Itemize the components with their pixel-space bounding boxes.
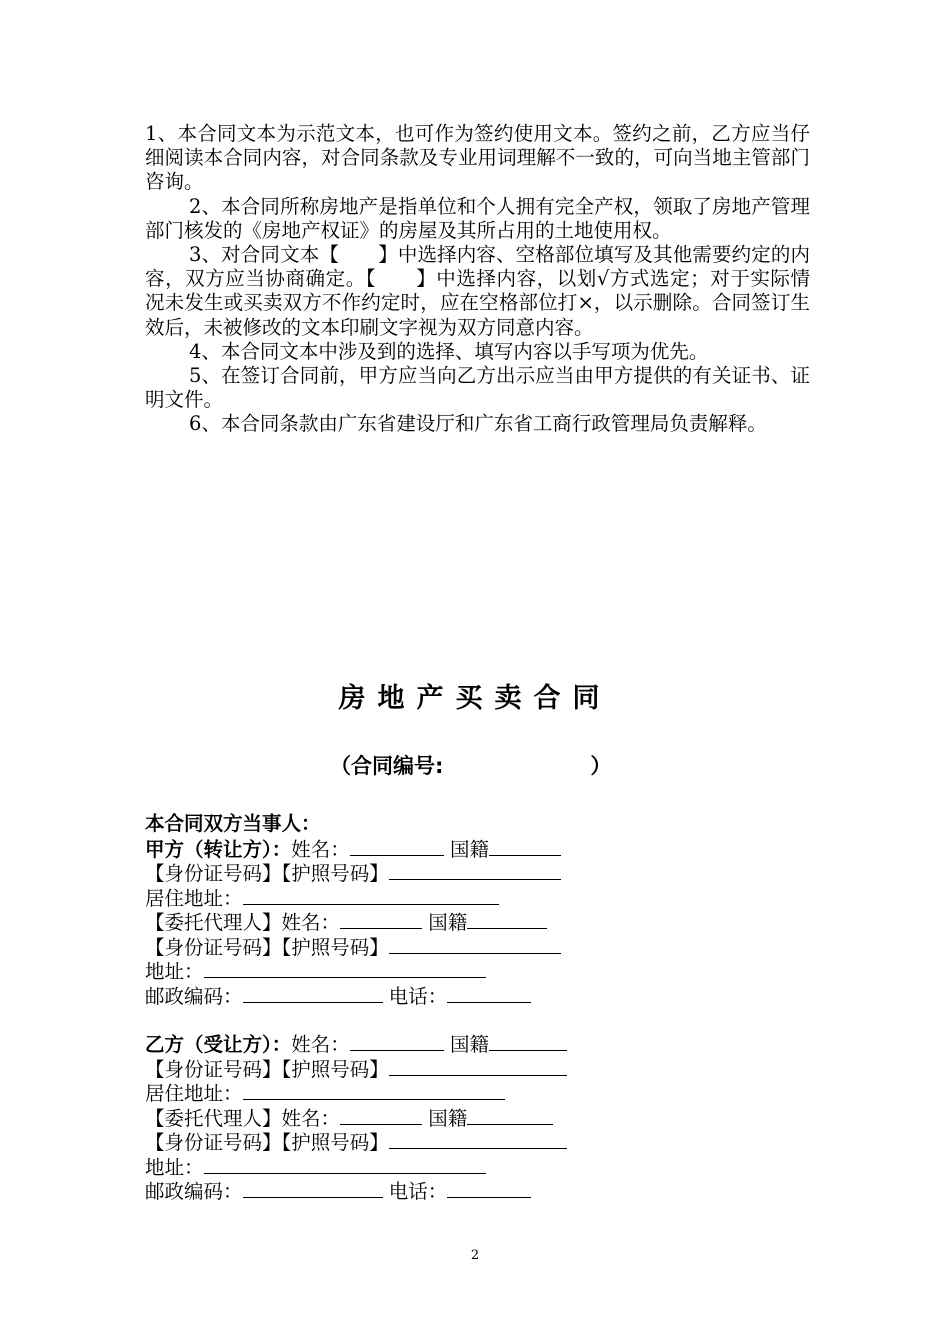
party-b-id-field[interactable] [389, 1057, 567, 1076]
party-b-name-label: 姓名： [291, 1033, 350, 1056]
party-a-address-field[interactable] [243, 886, 499, 905]
party-a-contact-line [145, 984, 567, 1009]
party-b-address-label: 居住地址： [145, 1082, 243, 1105]
party-a-agent-id-field[interactable] [389, 935, 561, 954]
party-a-agent-id-label: 【身份证号码】【护照号码】 [145, 935, 389, 959]
party-a-agent-label: 【委托代理人】姓名： [145, 911, 341, 934]
party-b-contact-line [145, 1179, 567, 1204]
party-a-address-label: 居住地址： [145, 886, 243, 910]
party-b-agent-address-field[interactable] [204, 1155, 486, 1174]
party-b-id-line [145, 1057, 567, 1082]
party-b-name-line [145, 1032, 567, 1057]
party-b-agent-nationality-label: 国籍 [428, 1106, 468, 1130]
parties-section [145, 812, 567, 1204]
note-4: 4、本合同文本中涉及到的选择、填写内容以手写项为优先。 [189, 339, 709, 363]
party-a-name-field[interactable] [350, 837, 444, 856]
party-b-name-field[interactable] [350, 1032, 444, 1051]
party-a-address-line [145, 886, 567, 911]
party-b-agent-address-line [145, 1155, 567, 1180]
party-a-agent-address-label: 地址： [145, 960, 204, 983]
note-3: 3、对合同文本【 】中选择内容、空格部位填写及其他需要约定的内容，双方应当协商确定。【 】中选择内容，以划√方式选定；对于实际情况未发生或买卖双方不作约定时，应在空格部位打×，以示删除。合同签订生效后，未被修改的文本印刷文字视为双方同意内容。 [145, 243, 810, 339]
party-separator [145, 1008, 567, 1032]
party-a-agent-name-field[interactable] [340, 910, 422, 929]
note-6: 6、本合同条款由广东省建设厅和广东省工商行政管理局负责解释。 [189, 412, 767, 436]
page-number: 2 [470, 1248, 480, 1263]
party-b-nationality-field[interactable] [489, 1032, 567, 1051]
parties-heading: 本合同双方当事人： [145, 812, 321, 835]
party-b-address-field[interactable] [243, 1081, 505, 1100]
party-a-nationality-field[interactable] [489, 837, 561, 856]
party-b-label: 乙方（受让方）： [145, 1033, 292, 1056]
party-a-phone-label: 电话： [388, 984, 448, 1008]
instructions-notes [145, 122, 810, 437]
party-b-agent-id-line [145, 1130, 567, 1155]
note-2: 2、本合同所称房地产是指单位和个人拥有完全产权，领取了房地产管理部门核发的《房地产权证》的房屋及其所占用的土地使用权。 [145, 194, 810, 242]
contract-number: （合同编号: ） [330, 754, 612, 778]
party-b-phone-label: 电话： [388, 1180, 448, 1203]
party-a-label: 甲方（转让方）： [145, 837, 292, 861]
party-b-phone-field[interactable] [447, 1179, 531, 1198]
party-a-agent-address-field[interactable] [204, 959, 486, 978]
party-b-agent-nationality-field[interactable] [467, 1106, 553, 1125]
party-b-agent-id-label: 【身份证号码】【护照号码】 [145, 1131, 389, 1154]
party-b-agent-label: 【委托代理人】姓名： [145, 1106, 341, 1130]
party-b-agent-name-field[interactable] [340, 1106, 422, 1125]
party-b-agent-line [145, 1106, 567, 1131]
note-5: 5、在签订合同前，甲方应当向乙方出示应当由甲方提供的有关证书、证明文件。 [145, 364, 810, 412]
party-b-agent-id-field[interactable] [389, 1130, 567, 1149]
party-a-nationality-label: 国籍 [449, 837, 489, 861]
party-a-id-field[interactable] [389, 861, 561, 880]
party-a-agent-nationality-field[interactable] [467, 910, 547, 929]
note-1: 1、本合同文本为示范文本，也可作为签约使用文本。签约之前，乙方应当仔细阅读本合同内容，对合同条款及专业用词理解不一致的，可向当地主管部门咨询。 [145, 122, 810, 194]
party-a-name-label: 姓名： [291, 837, 350, 861]
party-a-postcode-label: 邮政编码： [145, 984, 243, 1008]
party-a-agent-address-line [145, 959, 567, 984]
party-b-postcode-field[interactable] [243, 1179, 383, 1198]
party-a-postcode-field[interactable] [243, 984, 383, 1003]
party-b-nationality-label: 国籍 [449, 1033, 489, 1056]
contract-title: 房地产买卖合同 [338, 683, 612, 714]
party-b-address-line [145, 1081, 567, 1106]
party-a-phone-field[interactable] [447, 984, 531, 1003]
party-a-agent-line [145, 910, 567, 935]
party-b-id-label: 【身份证号码】【护照号码】 [145, 1057, 389, 1081]
party-a-agent-id-line [145, 935, 567, 960]
party-a-id-line [145, 861, 567, 886]
party-a-name-line [145, 837, 567, 862]
party-b-postcode-label: 邮政编码： [145, 1180, 243, 1203]
party-a-id-label: 【身份证号码】【护照号码】 [145, 862, 389, 885]
party-a-agent-nationality-label: 国籍 [428, 911, 468, 934]
party-b-agent-address-label: 地址： [145, 1155, 204, 1179]
